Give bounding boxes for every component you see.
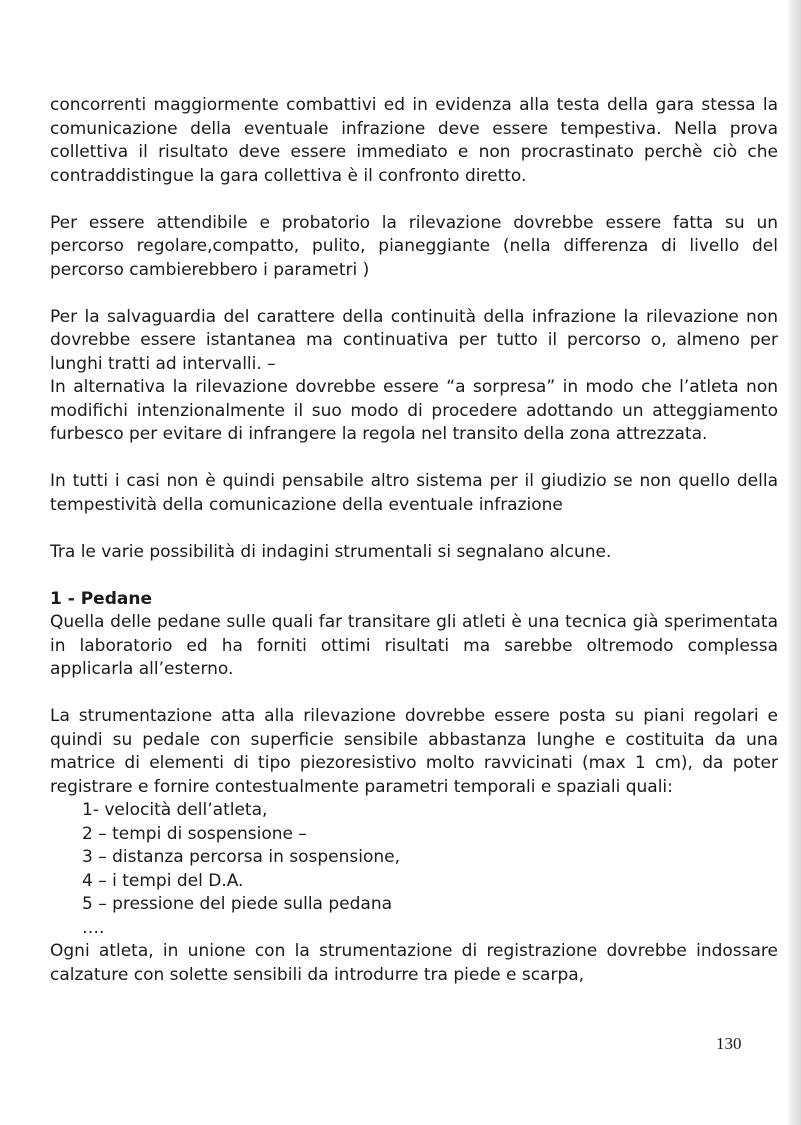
- paragraph-5: In tutti i casi non è quindi pensabile altro sistema per il giudizio se non quello della tempestività della comunicazione della eventuale infrazione: [50, 471, 778, 515]
- list-item: 3 – distanza percorsa in sospensione,: [82, 847, 401, 867]
- paragraph-6: Tra le varie possibilità di indagini strumentali si segnalano alcune.: [50, 541, 612, 562]
- paragraph-8: La strumentazione atta alla rilevazione dovrebbe essere posta su piani regolari e quindi su pedale con superficie sensibile abbastanza lunghe e costituita da una matrice di elementi di tipo piezoresistivo molto ravvicinati (max 1 cm), da poter registrare e fornire contestualmente parametri temporali e spaziali quali:: [50, 706, 778, 797]
- page-number: 130: [716, 1034, 742, 1053]
- paragraph-2: Per essere attendibile e probatorio la rilevazione dovrebbe essere fatta su un percorso regolare,compatto, pulito, pianeggiante (nella differenza di livello del percorso cambierebbero i parametri ): [50, 212, 778, 280]
- list-item: ….: [82, 917, 105, 938]
- section-heading: 1 - Pedane: [50, 588, 152, 609]
- parameter-list: [50, 799, 778, 940]
- paragraph-3: Per la salvaguardia del carattere della continuità della infrazione la rilevazione non dovrebbe essere istantanea ma continuativa per tutto il percorso o, almeno per lunghi tratti ad intervalli. –: [50, 306, 778, 374]
- paragraph-1: concorrenti maggiormente combattivi ed in evidenza alla testa della gara stessa la comunicazione della eventuale infrazione deve essere tempestiva. Nella prova collettiva il risultato deve essere immediato e non procrastinato perchè ciò che contraddistingue la gara collettiva è il confronto diretto.: [50, 95, 778, 186]
- list-item: 4 – i tempi del D.A.: [82, 870, 244, 891]
- list-item: 2 – tempi di sospensione –: [82, 823, 307, 844]
- paragraph-4: In alternativa la rilevazione dovrebbe essere “a sorpresa” in modo che l’atleta non modifichi intenzionalmente il suo modo di procedere adottando un atteggiamento furbesco per evitare di infrangere la regola nel transito della zona attrezzata.: [50, 377, 778, 444]
- page-body: [50, 94, 778, 987]
- list-item: 5 – pressione del piede sulla pedana: [82, 894, 393, 914]
- list-item: 1- velocità dell’atleta,: [82, 800, 268, 820]
- page-edge-shadow: [787, 0, 801, 1125]
- paragraph-9: Ogni atleta, in unione con la strumentazione di registrazione dovrebbe indossare calzature con solette sensibili da introdurre tra piede e scarpa,: [50, 941, 778, 985]
- paragraph-7: Quella delle pedane sulle quali far transitare gli atleti è una tecnica già sperimentata in laboratorio ed ha forniti ottimi risultati ma sarebbe oltremodo complessa applicarla all’esterno.: [50, 612, 778, 679]
